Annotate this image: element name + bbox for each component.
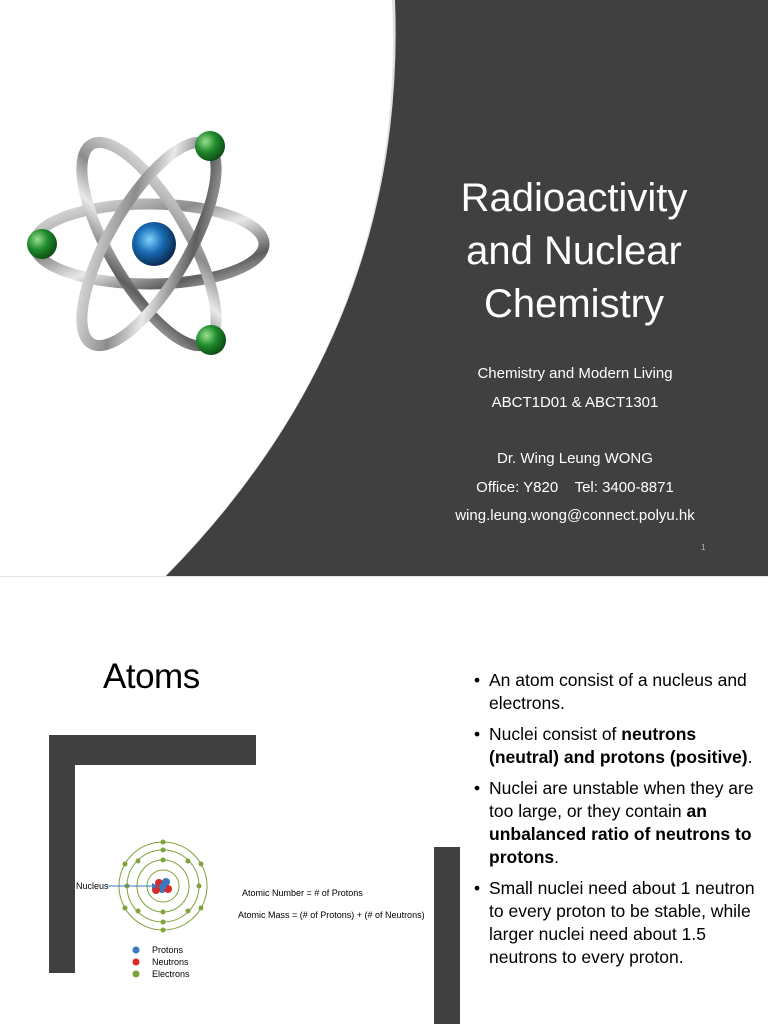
frame-bar-top [49, 735, 256, 765]
bullet-item [474, 669, 764, 715]
legend-label: Protons [152, 945, 184, 955]
slide-title-line: Chemistry [483, 282, 665, 326]
email-address: wing.leung.wong@connect.polyu.hk [455, 507, 695, 524]
course-info [420, 360, 730, 531]
bullet-dot-icon: • [474, 778, 481, 798]
lecturer-name: Dr. Wing Leung WONG [497, 450, 653, 467]
bullet-text: Nuclei consist of [489, 724, 622, 744]
bullet-dot-icon: • [474, 670, 481, 690]
page-number: 1 [701, 543, 706, 552]
slide-title [430, 172, 718, 331]
bullet-item [474, 777, 764, 869]
nucleus-sphere [132, 222, 176, 266]
atom-illustration [24, 128, 274, 360]
bullet-item [474, 723, 764, 769]
bullet-text: Nuclei are unstable when they are too large, or they contain [489, 778, 754, 821]
bullet-dot-icon: • [474, 878, 481, 898]
legend-swatch-neutrons [133, 959, 140, 966]
electron-sphere [196, 325, 226, 355]
atomic-mass-equation: Atomic Mass = (# of Protons) + (# of Neutrons) [238, 910, 425, 920]
office-phone: Office: Y820 Tel: 3400-8871 [476, 478, 674, 496]
slide-title: Atoms [103, 657, 200, 696]
electron-sphere [27, 229, 57, 259]
legend-swatch-electrons [133, 971, 140, 978]
course-name: Chemistry and Modern Living [477, 365, 673, 382]
bullet-text: neutrons (neutral) and protons (positive) [489, 724, 748, 767]
atom-diagram [70, 839, 250, 989]
bullet-text: . [554, 847, 560, 867]
bullet-item [474, 877, 764, 969]
bullet-list [474, 669, 764, 977]
bullet-text: Small nuclei need about 1 neutron to every proton to be stable, while larger nuclei need about 1.5 neutrons to every proton. [489, 878, 755, 967]
slide-title-line: and Nuclear [466, 229, 682, 273]
nucleus-label: Nucleus [76, 881, 109, 891]
atoms-slide [0, 577, 768, 1024]
slide-title-line: Radioactivity [460, 176, 688, 220]
legend-label: Neutrons [152, 957, 189, 967]
atomic-number-equation: Atomic Number = # of Protons [242, 888, 363, 898]
bullet-text: An atom consist of a nucleus and electrons. [489, 670, 747, 713]
course-codes: ABCT1D01 & ABCT1301 [491, 393, 659, 411]
frame-bar-right [434, 847, 460, 1024]
legend-label: Electrons [152, 969, 190, 979]
bullet-text: an unbalanced ratio of neutrons to protons [489, 801, 752, 867]
electron-sphere [195, 131, 225, 161]
bullet-text: . [747, 747, 753, 767]
bullet-dot-icon: • [474, 724, 481, 744]
legend-swatch-protons [133, 947, 140, 954]
